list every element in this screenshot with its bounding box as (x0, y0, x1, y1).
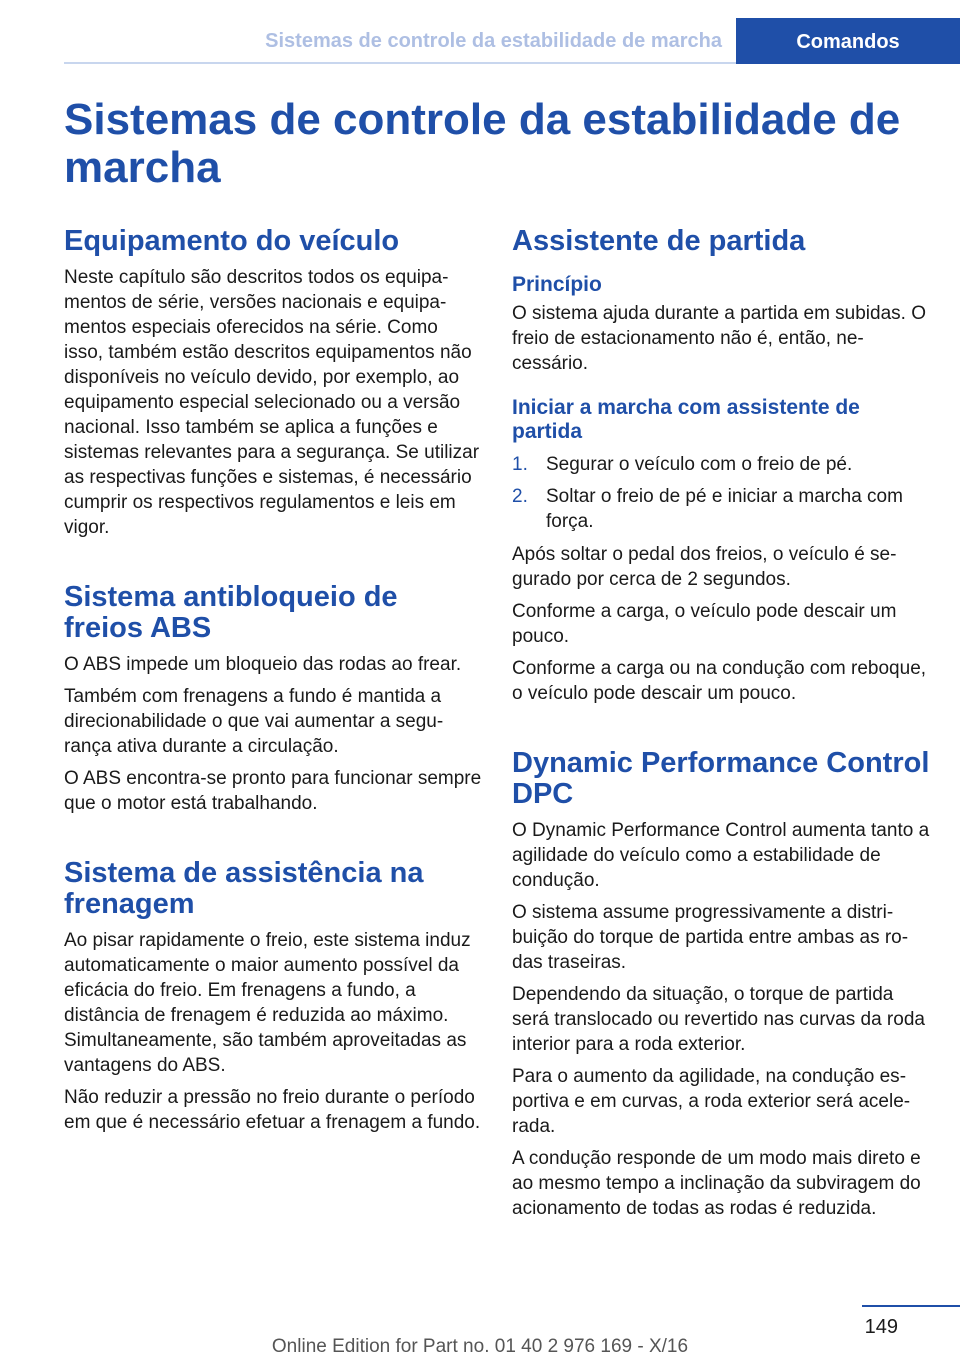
list-item (512, 452, 930, 477)
paragraph-abs-1: O ABS impede um bloqueio das rodas ao frear. (64, 654, 462, 675)
heading-abs: Sistema antibloqueio de freios ABS (64, 581, 398, 644)
paragraph-dpc-2: O sistema assume progressivamente a distribuição do torque de partida entre ambas as rodas traseiras. (512, 902, 909, 973)
step-text: Segurar o veículo com o freio de pé. (546, 454, 853, 475)
page-number: 149 (864, 1316, 898, 1338)
paragraph-dpc-3: Dependendo da situação, o torque de partida será translocado ou revertido nas curvas da roda interior para a roda exterior. (512, 984, 925, 1055)
right-column (512, 226, 930, 1228)
steps-list (512, 452, 930, 534)
step-text: Soltar o freio de pé e iniciar a marcha com força. (546, 486, 903, 532)
paragraph-partida-2: Conforme a carga, o veículo pode descair um pouco. (512, 601, 897, 647)
paragraph-abs-3: O ABS encontra-se pronto para funcionar sempre que o motor está trabalhando. (64, 768, 482, 814)
paragraph-partida-3: Conforme a carga ou na condução com reboque, o veículo pode descair um pouco. (512, 658, 927, 704)
list-item (512, 484, 930, 534)
header-chapter-tab[interactable]: Comandos (736, 18, 960, 64)
heading-dpc: Dynamic Performance Control DPC (512, 747, 930, 810)
paragraph-principio: O sistema ajuda durante a partida em subidas. O freio de estacionamento não é, então, necessário. (512, 303, 927, 374)
page-title: Sistemas de controle da estabilidade de marcha (64, 95, 901, 192)
paragraph-equipamento: Neste capítulo são descritos todos os equipamentos de série, versões nacionais e equipamentos especiais oferecidos na série. Como isso, também estão descritos equipamentos não disponíveis no veículo devido, por exemplo, ao equipamento especial selecionado ou a versão nacional. Isso também se aplica a funções e sistemas relevantes para a segurança. Se utilizar as respectivas funções e sistemas, é necessário cumprir os respectivos regulamentos e leis em vigor. (64, 267, 480, 538)
left-column (64, 226, 482, 1142)
heading-assistente-partida: Assistente de partida (512, 225, 806, 257)
header-section-title: Sistemas de controle da estabilidade de marcha (265, 30, 722, 52)
paragraph-assistencia-1: Ao pisar rapidamente o freio, este sistema induz automaticamente o maior aumento possível da eficácia do freio. Em frenagens a fundo, a distância de frenagem é reduzida ao máximo. Simultaneamente, são também aproveitadas as vantagens do ABS. (64, 930, 471, 1076)
subheading-principio: Princípio (512, 273, 602, 296)
step-number: 2. (512, 486, 528, 507)
subheading-iniciar-marcha: Iniciar a marcha com assistente de partida (512, 396, 860, 443)
step-number: 1. (512, 454, 528, 475)
heading-assistencia: Sistema de assistência na frenagem (64, 857, 424, 920)
heading-equipamento: Equipamento do veículo (64, 225, 400, 257)
paragraph-abs-2: Também com frenagens a fundo é mantida a direcionabilidade o que vai aumentar a segurança ativa durante a circulação. (64, 686, 444, 757)
footer-edition: Online Edition for Part no. 01 40 2 976 169 - X/16 (271, 1336, 689, 1357)
paragraph-dpc-1: O Dynamic Performance Control aumenta tanto a agilidade do veículo como a estabilidade de condução. (512, 820, 930, 891)
paragraph-dpc-5: A condução responde de um modo mais direto e ao mesmo tempo a inclinação da subviragem do acionamento de todas as rodas é reduzida. (512, 1148, 921, 1219)
paragraph-dpc-4: Para o aumento da agilidade, na condução esportiva e em curvas, a roda exterior será acelerada. (512, 1066, 911, 1137)
paragraph-assistencia-2: Não reduzir a pressão no freio durante o período em que é necessário efetuar a frenagem a fundo. (64, 1087, 481, 1133)
footer-rule (862, 1305, 960, 1307)
paragraph-partida-1: Após soltar o pedal dos freios, o veículo é segurado por cerca de 2 segundos. (512, 544, 897, 590)
